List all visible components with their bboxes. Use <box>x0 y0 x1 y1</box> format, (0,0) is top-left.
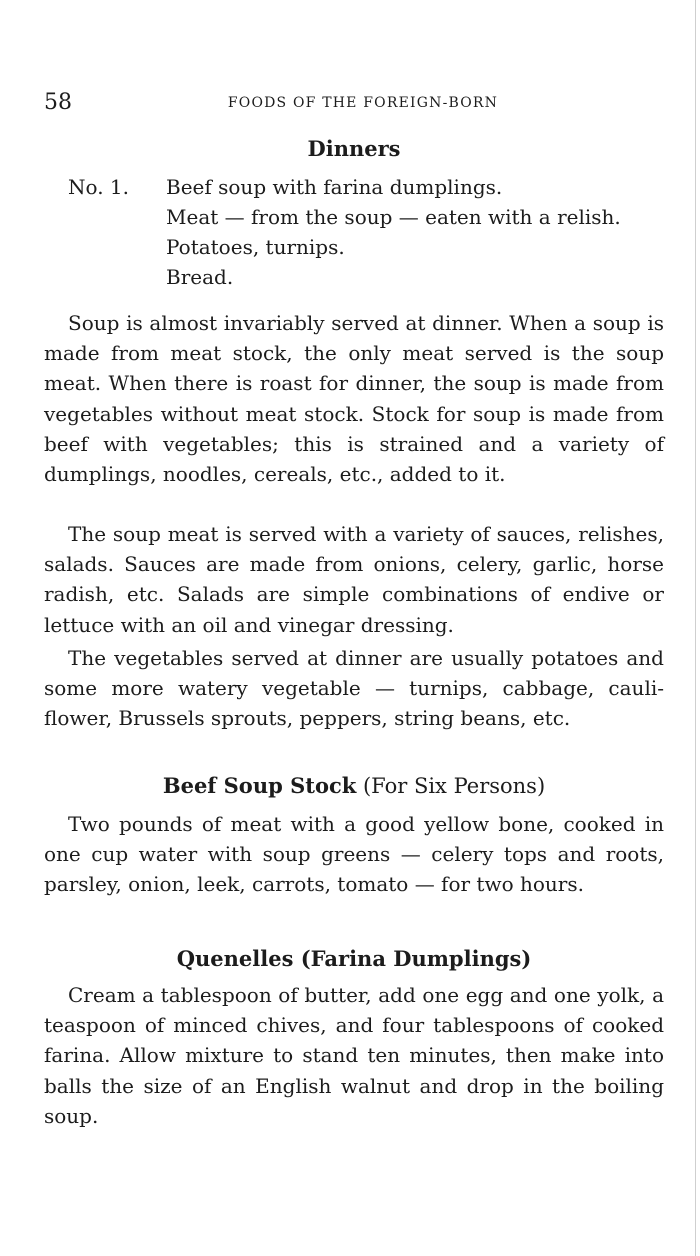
menu-item: Potatoes, turnips. <box>166 235 345 259</box>
menu-item: Beef soup with farina dumplings. <box>166 175 503 199</box>
beef-soup-stock-note: (For Six Persons) <box>362 774 546 798</box>
menu-item: Bread. <box>166 265 234 289</box>
running-title: FOODS OF THE FOREIGN-BORN <box>227 95 499 111</box>
running-head <box>44 88 664 118</box>
menu-number: No. 1. <box>68 175 129 199</box>
menu-row <box>68 172 668 202</box>
paragraph-soup: Soup is almost invariably served at dinner. When a soup is made from meat stock, the only meat served is the soup meat. When there is roast for dinner, the soup is made from vegetables without meat stock. Stock for soup is made from beef with vegetables; this is strained and a variety of dumplings, noodles, cereals, etc., added to it. <box>44 311 664 487</box>
menu-item: Meat — from the soup — eaten with a relish. <box>166 205 621 229</box>
beef-soup-stock-heading <box>44 771 664 801</box>
menu-row <box>68 262 668 292</box>
paragraph-soup-meat: The soup meat is served with a variety of sauces, relishes, salads. Sauces are made from onions, celery, garlic, horse radish, etc. Salads are simple combinations of endive or lettuce with an oil and vinegar dressing. <box>44 522 664 637</box>
page-number: 58 <box>44 90 72 115</box>
paragraph-vegetables: The vegetables served at dinner are usually potatoes and some more watery vegetable — turnips, cabbage, cauliflower, Brussels sprouts, peppers, string beans, etc. <box>44 646 664 731</box>
menu-row <box>68 232 668 262</box>
dinners-heading-text: Dinners <box>307 136 401 161</box>
beef-soup-stock-text: Two pounds of meat with a good yellow bone, cooked in one cup water with soup greens — celery tops and roots, parsley, onion, leek, carrots, tomato — for two hours. <box>44 812 664 897</box>
dinners-heading <box>44 134 664 164</box>
quenelles-title: Quenelles (Farina Dumplings) <box>176 946 532 971</box>
beef-soup-stock-title: Beef Soup Stock <box>162 773 357 798</box>
quenelles-heading <box>44 944 664 974</box>
quenelles-text: Cream a tablespoon of butter, add one egg and one yolk, a teaspoon of minced chives, and four tablespoons of cooked farina. Allow mixture to stand ten minutes, then make into balls the size of an English walnut and drop in the boiling soup. <box>44 983 664 1128</box>
dinner-menu <box>68 172 668 292</box>
menu-row <box>68 202 668 232</box>
